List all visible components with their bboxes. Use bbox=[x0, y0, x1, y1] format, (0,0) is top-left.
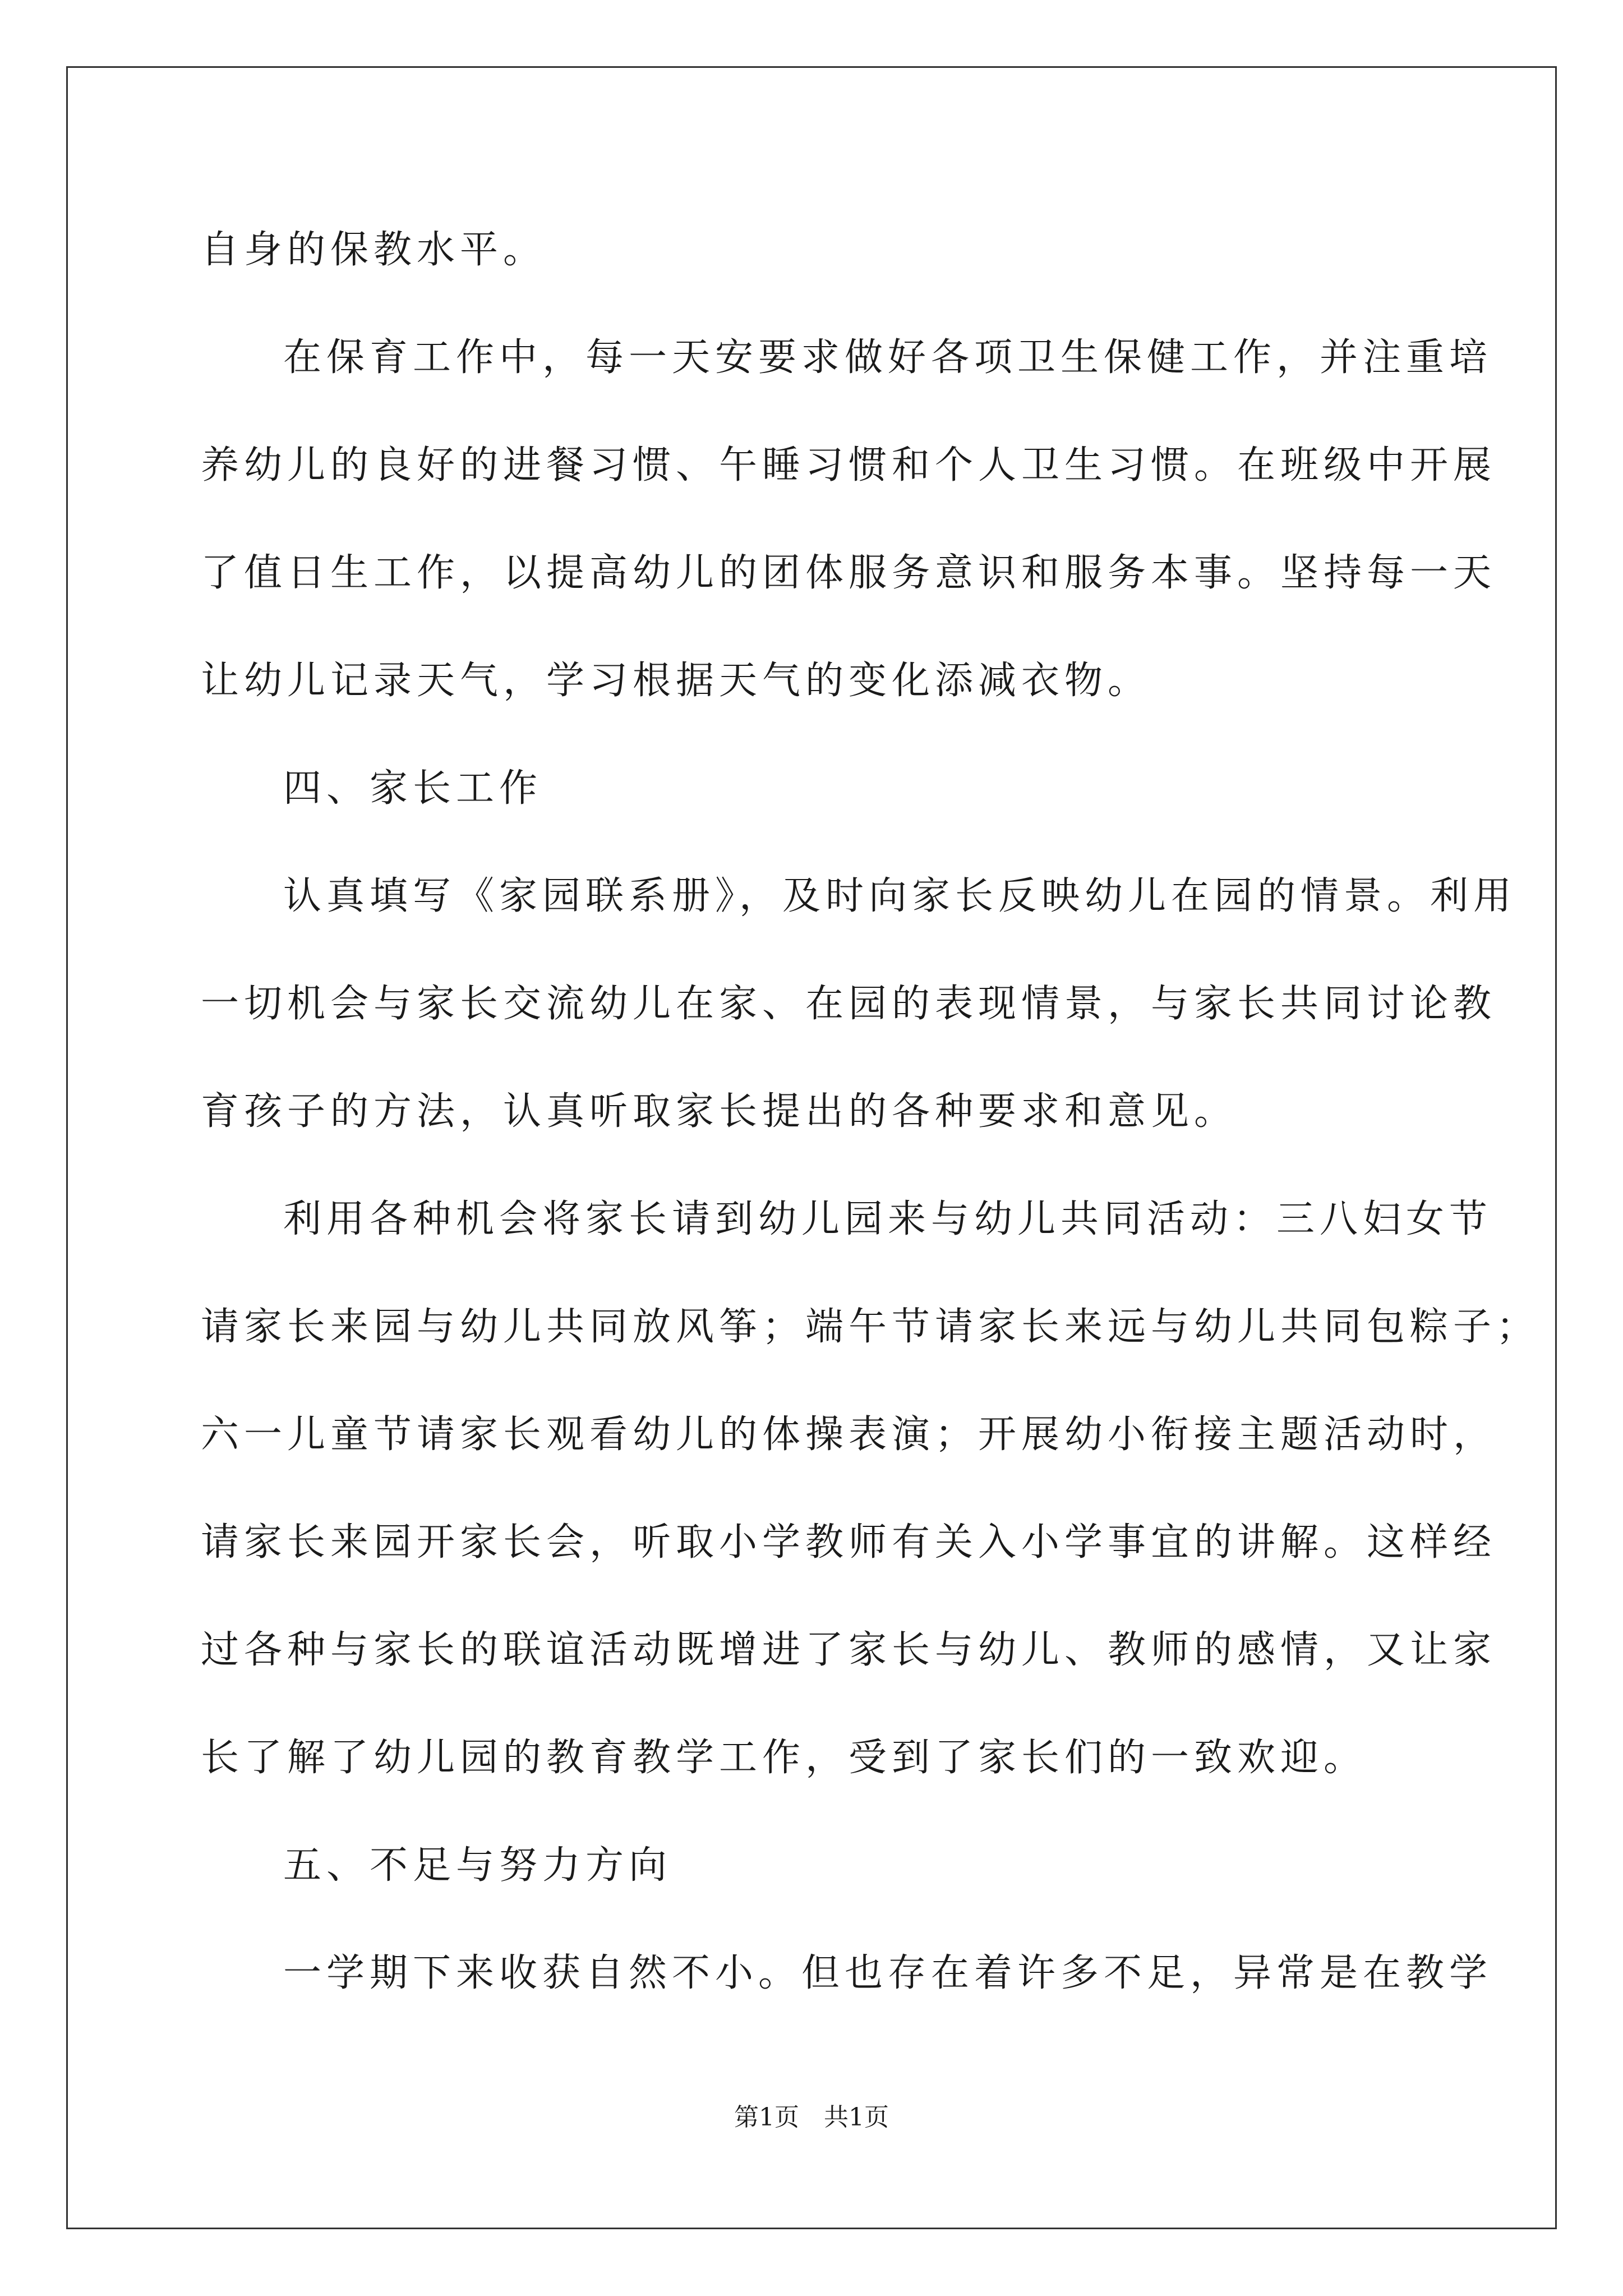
text-line: 一切机会与家长交流幼儿在家、在园的表现情景，与家长共同讨论教 bbox=[201, 982, 1497, 1026]
text-line: 请家长来园开家长会，听取小学教师有关入小学事宜的讲解。这样经 bbox=[201, 1520, 1497, 1565]
paragraph-first-line: 一学期下来收获自然不小。但也存在着许多不足，异常是在教学 bbox=[283, 1951, 1493, 1995]
page-border bbox=[66, 66, 1557, 2229]
paragraph-first-line: 认真填写《家园联系册》，及时向家长反映幼儿在园的情景。利用 bbox=[283, 874, 1517, 918]
text-line: 请家长来园与幼儿共同放风筝；端午节请家长来远与幼儿共同包粽子； bbox=[201, 1305, 1540, 1349]
text-line: 长了解了幼儿园的教育教学工作，受到了家长们的一致欢迎。 bbox=[201, 1736, 1367, 1780]
page-footer: 第1页 共1页 bbox=[734, 2103, 889, 2132]
text-line: 让幼儿记录天气，学习根据天气的变化添减衣物。 bbox=[201, 659, 1151, 703]
text-line: 过各种与家长的联谊活动既增进了家长与幼儿、教师的感情，又让家 bbox=[201, 1628, 1497, 1672]
text-line: 自身的保教水平。 bbox=[201, 228, 547, 272]
text-line: 六一儿童节请家长观看幼儿的体操表演；开展幼小衔接主题活动时， bbox=[201, 1412, 1497, 1457]
section-heading: 五、不足与努力方向 bbox=[283, 1843, 672, 1888]
paragraph-first-line: 利用各种机会将家长请到幼儿园来与幼儿共同活动：三八妇女节 bbox=[283, 1197, 1493, 1241]
text-line: 育孩子的方法，认真听取家长提出的各种要求和意见。 bbox=[201, 1089, 1238, 1134]
text-line: 了值日生工作，以提高幼儿的团体服务意识和服务本事。坚持每一天 bbox=[201, 551, 1497, 595]
text-line: 养幼儿的良好的进餐习惯、午睡习惯和个人卫生习惯。在班级中开展 bbox=[201, 443, 1497, 487]
paragraph-first-line: 在保育工作中，每一天安要求做好各项卫生保健工作，并注重培 bbox=[283, 335, 1493, 380]
section-heading: 四、家长工作 bbox=[283, 766, 543, 811]
